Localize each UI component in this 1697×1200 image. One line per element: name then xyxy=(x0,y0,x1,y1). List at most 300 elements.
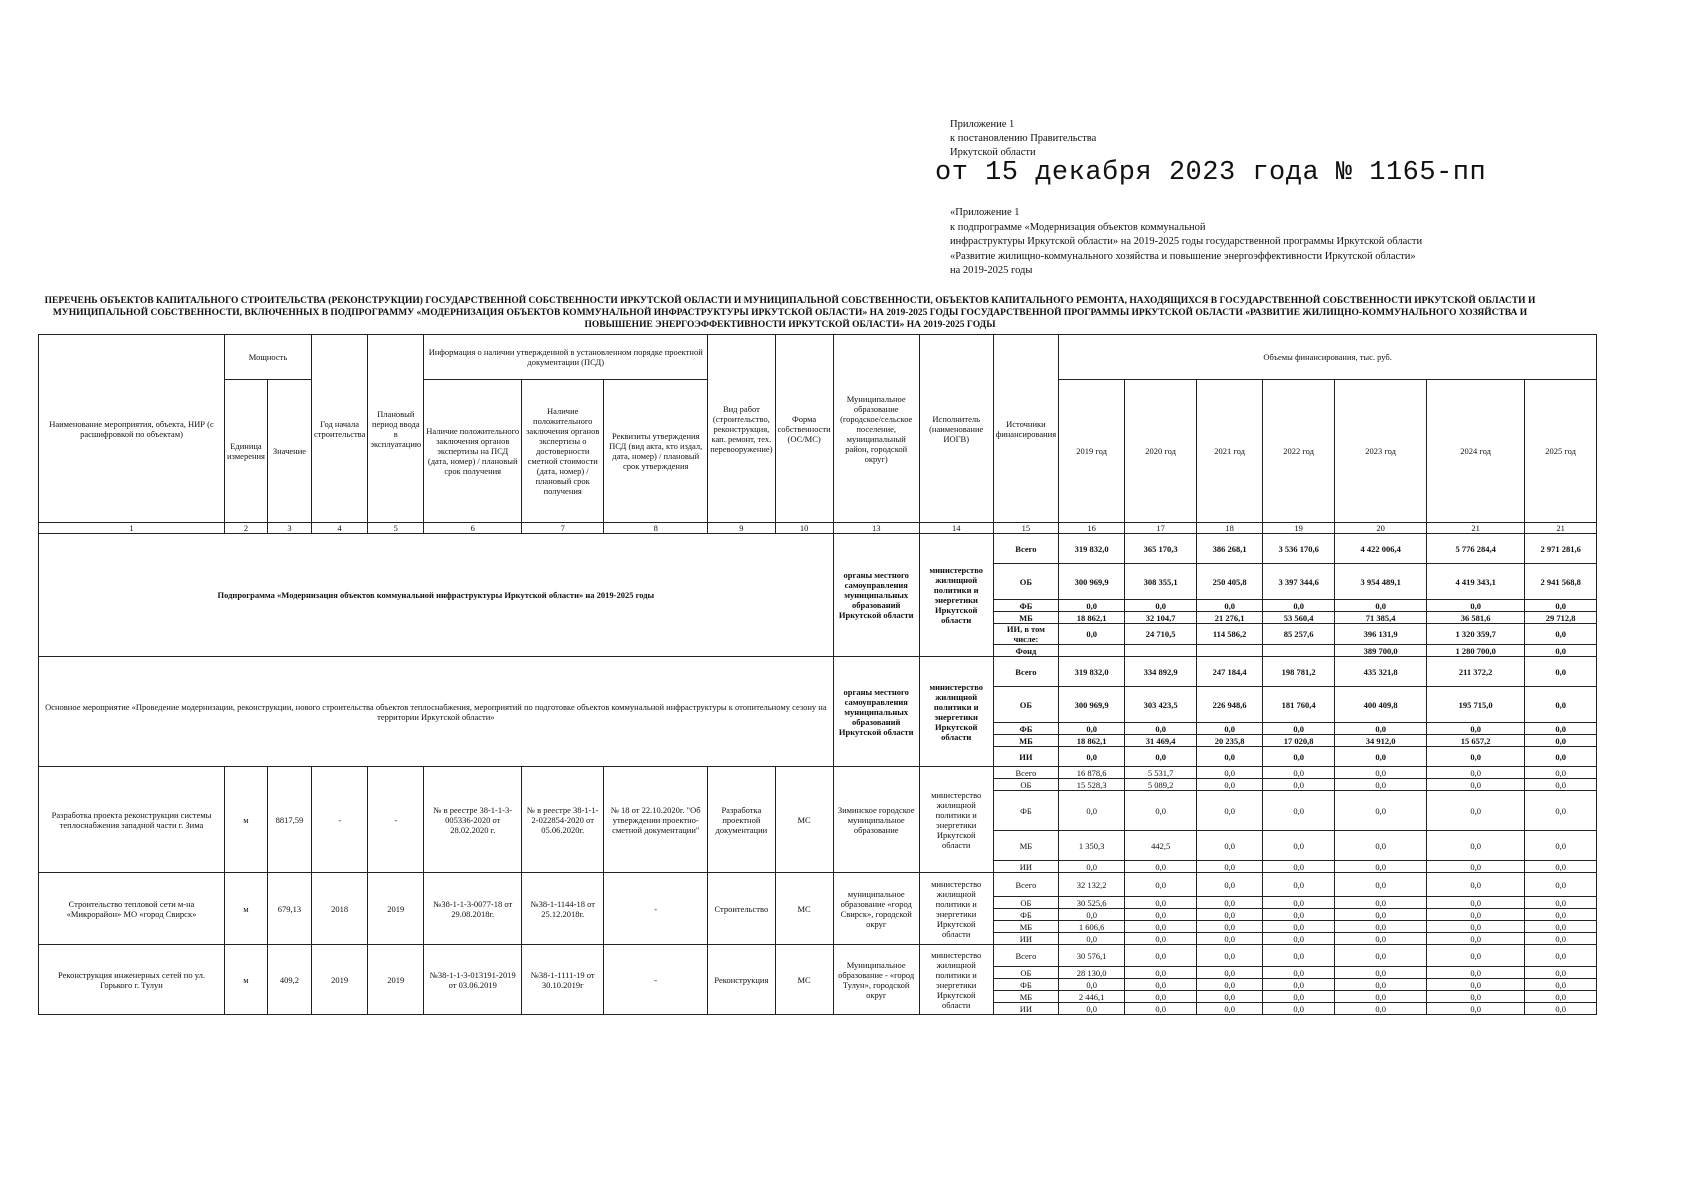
funding-value: 17 020,8 xyxy=(1263,735,1335,747)
object-name: Строительство тепловой сети м-на «Микрорайон» МО «город Свирск» xyxy=(39,873,225,945)
funding-value: 0,0 xyxy=(1427,979,1525,991)
source-label: ОБ xyxy=(993,897,1058,909)
funding-value: 0,0 xyxy=(1525,897,1597,909)
decree-date-number: от 15 декабря 2023 года № 1165-пп xyxy=(935,158,1487,188)
object-psd-cost: № в реестре 38-1-1-2-022854-2020 от 05.06.2020г. xyxy=(522,767,604,873)
funding-value: 0,0 xyxy=(1263,747,1335,767)
funding-value: 0,0 xyxy=(1525,933,1597,945)
object-plan-year: 2019 xyxy=(368,873,424,945)
funding-value: 0,0 xyxy=(1263,791,1335,831)
source-label: ФБ xyxy=(993,909,1058,921)
funding-value: 396 131,9 xyxy=(1335,624,1427,645)
appendix-line: к постановлению Правительства xyxy=(950,133,1097,144)
funding-value: 389 700,0 xyxy=(1335,645,1427,657)
funding-value: 0,0 xyxy=(1525,723,1597,735)
funding-value: 0,0 xyxy=(1427,933,1525,945)
funding-value: 21 276,1 xyxy=(1197,612,1263,624)
column-number: 2 xyxy=(225,523,268,534)
funding-value: 0,0 xyxy=(1197,861,1263,873)
funding-value: 0,0 xyxy=(1263,933,1335,945)
funding-value: 0,0 xyxy=(1197,945,1263,967)
funding-value: 0,0 xyxy=(1335,933,1427,945)
column-numbers-row xyxy=(39,523,1597,534)
object-unit: м xyxy=(225,767,268,873)
funding-value: 15 528,3 xyxy=(1059,779,1125,791)
funding-value: 30 576,1 xyxy=(1059,945,1125,967)
source-label: ФБ xyxy=(993,723,1058,735)
appendix-header xyxy=(950,118,1096,160)
funding-value: 0,0 xyxy=(1427,909,1525,921)
funding-value: 319 832,0 xyxy=(1059,657,1125,687)
funding-value: 16 878,6 xyxy=(1059,767,1125,779)
object-work-type: Строительство xyxy=(708,873,775,945)
funding-value: 0,0 xyxy=(1525,873,1597,897)
funding-value: 34 912,0 xyxy=(1335,735,1427,747)
object-executor: министерство жилищной политики и энергетики Иркутской области xyxy=(919,873,993,945)
sub-appendix-line: на 2019-2025 годы xyxy=(950,265,1033,276)
funding-value: 18 862,1 xyxy=(1059,612,1125,624)
source-label: ФБ xyxy=(993,600,1058,612)
funding-value: 0,0 xyxy=(1525,967,1597,979)
column-number: 10 xyxy=(775,523,833,534)
source-label: Всего xyxy=(993,534,1058,564)
header-year: 2022 год xyxy=(1263,380,1335,523)
sub-appendix-line: «Приложение 1 xyxy=(950,207,1020,218)
funding-value: 0,0 xyxy=(1427,767,1525,779)
funding-value: 4 422 006,4 xyxy=(1335,534,1427,564)
appendix-line: Иркутской области xyxy=(950,147,1036,158)
funding-value: 308 355,1 xyxy=(1125,564,1197,600)
object-psd-cost: №38-1-1144-18 от 25.12.2018г. xyxy=(522,873,604,945)
header-work-type: Вид работ (строительство, реконструкция, кап. ремонт, тех. перевооружение) xyxy=(708,335,775,523)
funding-value: 0,0 xyxy=(1335,909,1427,921)
funding-value: 0,0 xyxy=(1059,747,1125,767)
funding-value: 0,0 xyxy=(1525,747,1597,767)
header-ownership: Форма собственности (ОС/МС) xyxy=(775,335,833,523)
source-label: ИИ xyxy=(993,1003,1058,1015)
source-label: Всего xyxy=(993,873,1058,897)
object-name: Разработка проекта реконструкции системы теплоснабжения западной части г. Зима xyxy=(39,767,225,873)
sub-appendix-line: инфраструктуры Иркутской области» на 2019-2025 годы государственной программы Иркутской области xyxy=(950,236,1423,247)
header-year: 2025 год xyxy=(1525,380,1597,523)
funding-value: 1 280 700,0 xyxy=(1427,645,1525,657)
funding-value: 0,0 xyxy=(1525,979,1597,991)
object-municipality: муниципальное образование «город Свирск», городской округ xyxy=(833,873,919,945)
main-event-row xyxy=(39,657,1597,687)
funding-value: 0,0 xyxy=(1263,779,1335,791)
funding-value: 0,0 xyxy=(1335,767,1427,779)
object-psd-positive: №38-1-1-3-0077-18 от 29.08.2018г. xyxy=(424,873,522,945)
funding-value: 5 089,2 xyxy=(1125,779,1197,791)
funding-value: 31 469,4 xyxy=(1125,735,1197,747)
source-label: ФБ xyxy=(993,791,1058,831)
sub-appendix-line: к подпрограмме «Модернизация объектов коммунальной xyxy=(950,221,1206,233)
object-capacity-value: 8817,59 xyxy=(267,767,311,873)
funding-value: 0,0 xyxy=(1263,909,1335,921)
object-name: Реконструкция инженерных сетей по ул. Горького г. Тулун xyxy=(39,945,225,1015)
funding-value: 0,0 xyxy=(1335,873,1427,897)
header-year: 2019 год xyxy=(1059,380,1125,523)
funding-value: 0,0 xyxy=(1059,909,1125,921)
column-number: 13 xyxy=(833,523,919,534)
funding-value: 0,0 xyxy=(1263,600,1335,612)
document-title: ПЕРЕЧЕНЬ ОБЪЕКТОВ КАПИТАЛЬНОГО СТРОИТЕЛЬСТВА (РЕКОНСТРУКЦИИ) ГОСУДАРСТВЕННОЙ СОБСТВЕННОСТИ ИРКУТСКОЙ ОБЛАСТИ И МУНИЦИПАЛЬНОЙ СОБСТВЕННОСТИ, ОБЪЕКТОВ КАПИТАЛЬНОГО РЕМОНТА, НАХОДЯЩИХСЯ В ГОСУДАРСТВЕННОЙ СОБСТВЕННОСТИ ИРКУТСКОЙ ОБЛАСТИ И МУНИЦИПАЛЬНОЙ СОБСТВЕННОСТИ, ВКЛЮЧЕННЫХ В ПОДПРОГРАММУ «МОДЕРНИЗАЦИЯ ОБЪЕКТОВ КОММУНАЛЬНОЙ ИНФРАСТРУКТУРЫ ИРКУТСКОЙ ОБЛАСТИ» НА 2019-2025 ГОДЫ ГОСУДАРСТВЕННОЙ ПРОГРАММЫ ИРКУТСКОЙ ОБЛАСТИ «РАЗВИТИЕ ЖИЛИЩНО-КОММУНАЛЬНОГО ХОЗЯЙСТВА И ПОВЫШЕНИЕ ЭНЕРГОЭФФЕКТИВНОСТИ ИРКУТСКОЙ ОБЛАСТИ» НА 2019-2025 ГОДЫ xyxy=(44,296,1536,330)
funding-value: 0,0 xyxy=(1197,897,1263,909)
executor-cell: министерство жилищной политики и энергетики Иркутской области xyxy=(919,657,993,767)
object-psd-requisites: - xyxy=(604,873,708,945)
source-label: ФБ xyxy=(993,979,1058,991)
funding-value: 0,0 xyxy=(1335,600,1427,612)
funding-value: 0,0 xyxy=(1125,945,1197,967)
funding-value: 0,0 xyxy=(1525,1003,1597,1015)
object-plan-year: - xyxy=(368,767,424,873)
funding-value: 0,0 xyxy=(1197,791,1263,831)
funding-value: 0,0 xyxy=(1125,861,1197,873)
header-sources: Источники финансирования xyxy=(993,335,1058,523)
funding-value: 0,0 xyxy=(1263,979,1335,991)
header-psd-positive: Наличие положительного заключения органов экспертизы на ПСД (дата, номер) / плановый срок получения xyxy=(424,380,522,523)
header-name: Наименование мероприятия, объекта, НИР (с расшифровкой по объектам) xyxy=(39,335,225,523)
column-number: 7 xyxy=(522,523,604,534)
funding-value: 0,0 xyxy=(1125,979,1197,991)
funding-value: 0,0 xyxy=(1335,897,1427,909)
funding-value: 0,0 xyxy=(1525,945,1597,967)
source-label: Всего xyxy=(993,767,1058,779)
object-capacity-value: 409,2 xyxy=(267,945,311,1015)
appendix-line: Приложение 1 xyxy=(950,119,1015,130)
funding-value: 0,0 xyxy=(1263,945,1335,967)
object-row xyxy=(39,767,1597,779)
object-executor: министерство жилищной политики и энергетики Иркутской области xyxy=(919,767,993,873)
funding-value: 0,0 xyxy=(1197,600,1263,612)
funding-value: 0,0 xyxy=(1427,723,1525,735)
funding-value: 0,0 xyxy=(1525,861,1597,873)
funding-value: 0,0 xyxy=(1263,921,1335,933)
funding-value: 226 948,6 xyxy=(1197,687,1263,723)
object-work-type: Реконструкция xyxy=(708,945,775,1015)
header-psd: Информация о наличии утвержденной в установленном порядке проектной документации (ПСД) xyxy=(424,335,708,380)
source-label: ИИ, в том числе: xyxy=(993,624,1058,645)
funding-value: 0,0 xyxy=(1335,1003,1427,1015)
funding-value: 0,0 xyxy=(1059,791,1125,831)
funding-value: 2 941 568,8 xyxy=(1525,564,1597,600)
funding-value: 0,0 xyxy=(1335,967,1427,979)
funding-value: 0,0 xyxy=(1197,747,1263,767)
header-psd-cost: Наличие положительного заключения органов экспертизы о достоверности сметной стоимости (дата, номер) / плановый срок получения xyxy=(522,380,604,523)
funding-value: 0,0 xyxy=(1525,909,1597,921)
column-number: 5 xyxy=(368,523,424,534)
subprogram-name: Подпрограмма «Модернизация объектов коммунальной инфраструктуры Иркутской области» на 2019-2025 годы xyxy=(39,534,834,657)
object-work-type: Разработка проектной документации xyxy=(708,767,775,873)
object-psd-requisites: - xyxy=(604,945,708,1015)
funding-value: 0,0 xyxy=(1125,897,1197,909)
funding-value: 71 385,4 xyxy=(1335,612,1427,624)
funding-value: 0,0 xyxy=(1427,1003,1525,1015)
object-municipality: Зиминское городское муниципальное образование xyxy=(833,767,919,873)
funding-value: 0,0 xyxy=(1059,933,1125,945)
funding-value: 0,0 xyxy=(1427,873,1525,897)
source-label: Фонд xyxy=(993,645,1058,657)
funding-value: 24 710,5 xyxy=(1125,624,1197,645)
object-executor: министерство жилищной политики и энергетики Иркутской области xyxy=(919,945,993,1015)
source-label: ИИ xyxy=(993,747,1058,767)
funding-value: 0,0 xyxy=(1427,747,1525,767)
funding-value: 0,0 xyxy=(1525,600,1597,612)
source-label: Всего xyxy=(993,657,1058,687)
funding-value: 0,0 xyxy=(1125,723,1197,735)
funding-value: 0,0 xyxy=(1059,861,1125,873)
source-label: ОБ xyxy=(993,967,1058,979)
funding-value: 0,0 xyxy=(1197,979,1263,991)
object-ownership: МС xyxy=(775,945,833,1015)
funding-value: 0,0 xyxy=(1197,909,1263,921)
funding-value: 0,0 xyxy=(1263,723,1335,735)
source-label: МБ xyxy=(993,831,1058,861)
funding-value: 0,0 xyxy=(1059,979,1125,991)
object-psd-positive: № в реестре 38-1-1-3-005336-2020 от 28.02.2020 г. xyxy=(424,767,522,873)
funding-value: 0,0 xyxy=(1059,723,1125,735)
executor-cell: министерство жилищной политики и энергетики Иркутской области xyxy=(919,534,993,657)
column-number: 20 xyxy=(1335,523,1427,534)
funding-value: 5 531,7 xyxy=(1125,767,1197,779)
funding-value: 365 170,3 xyxy=(1125,534,1197,564)
funding-value: 0,0 xyxy=(1335,991,1427,1003)
funding-value: 36 581,6 xyxy=(1427,612,1525,624)
funding-value xyxy=(1263,645,1335,657)
column-number: 6 xyxy=(424,523,522,534)
funding-value: 85 257,6 xyxy=(1263,624,1335,645)
funding-value: 400 409,8 xyxy=(1335,687,1427,723)
object-ownership: МС xyxy=(775,873,833,945)
funding-value: 0,0 xyxy=(1125,1003,1197,1015)
funding-value: 0,0 xyxy=(1197,1003,1263,1015)
funding-value: 0,0 xyxy=(1263,873,1335,897)
funding-value: 0,0 xyxy=(1125,967,1197,979)
funding-value: 4 419 343,1 xyxy=(1427,564,1525,600)
header-year: 2023 год xyxy=(1335,380,1427,523)
funding-value: 0,0 xyxy=(1263,861,1335,873)
municipality-cell: органы местного самоуправления муниципальных образований Иркутской области xyxy=(833,657,919,767)
funding-value: 0,0 xyxy=(1427,831,1525,861)
funding-value: 1 320 359,7 xyxy=(1427,624,1525,645)
funding-value: 0,0 xyxy=(1197,779,1263,791)
funding-value: 0,0 xyxy=(1197,831,1263,861)
funding-value: 0,0 xyxy=(1427,991,1525,1003)
funding-value: 181 760,4 xyxy=(1263,687,1335,723)
funding-value: 0,0 xyxy=(1335,979,1427,991)
source-label: МБ xyxy=(993,735,1058,747)
source-label: Всего xyxy=(993,945,1058,967)
funding-value: 0,0 xyxy=(1525,831,1597,861)
source-label: МБ xyxy=(993,991,1058,1003)
funding-value: 28 130,0 xyxy=(1059,967,1125,979)
funding-value: 3 536 170,6 xyxy=(1263,534,1335,564)
funding-value: 0,0 xyxy=(1263,1003,1335,1015)
header-year: 2024 год xyxy=(1427,380,1525,523)
funding-value: 250 405,8 xyxy=(1197,564,1263,600)
header-year: 2021 год xyxy=(1197,380,1263,523)
funding-value: 0,0 xyxy=(1125,791,1197,831)
source-label: ОБ xyxy=(993,779,1058,791)
funding-value: 114 586,2 xyxy=(1197,624,1263,645)
column-number: 9 xyxy=(708,523,775,534)
column-number: 17 xyxy=(1125,523,1197,534)
header-capacity: Мощность xyxy=(225,335,312,380)
funding-value: 0,0 xyxy=(1525,645,1597,657)
funding-value: 18 862,1 xyxy=(1059,735,1125,747)
funding-value: 0,0 xyxy=(1427,897,1525,909)
header-funding: Объемы финансирования, тыс. руб. xyxy=(1059,335,1597,380)
object-plan-year: 2019 xyxy=(368,945,424,1015)
source-label: ОБ xyxy=(993,564,1058,600)
object-psd-positive: №38-1-1-3-013191-2019 от 03.06.2019 xyxy=(424,945,522,1015)
funding-value: 0,0 xyxy=(1125,921,1197,933)
funding-value: 442,5 xyxy=(1125,831,1197,861)
funding-value: 0,0 xyxy=(1059,1003,1125,1015)
funding-value: 20 235,8 xyxy=(1197,735,1263,747)
funding-value: 2 446,1 xyxy=(1059,991,1125,1003)
funding-value: 0,0 xyxy=(1125,873,1197,897)
header-municipality: Муниципальное образование (городское/сельское поселение, муниципальный район, городской округ) xyxy=(833,335,919,523)
funding-value: 0,0 xyxy=(1335,791,1427,831)
funding-value: 0,0 xyxy=(1197,933,1263,945)
funding-value: 195 715,0 xyxy=(1427,687,1525,723)
funding-value: 211 372,2 xyxy=(1427,657,1525,687)
funding-value: 0,0 xyxy=(1335,945,1427,967)
municipality-cell: органы местного самоуправления муниципальных образований Иркутской области xyxy=(833,534,919,657)
header-psd-requisites: Реквизиты утверждения ПСД (вид акта, кто издал, дата, номер) / плановый срок утверждения xyxy=(604,380,708,523)
funding-value: 0,0 xyxy=(1427,779,1525,791)
funding-value: 0,0 xyxy=(1125,747,1197,767)
source-label: ОБ xyxy=(993,687,1058,723)
funding-value: 0,0 xyxy=(1525,735,1597,747)
column-number: 4 xyxy=(311,523,367,534)
funding-value: 0,0 xyxy=(1263,831,1335,861)
funding-value: 0,0 xyxy=(1427,967,1525,979)
funding-value: 247 184,4 xyxy=(1197,657,1263,687)
header-executor: Исполнитель (наименование ИОГВ) xyxy=(919,335,993,523)
funding-value: 0,0 xyxy=(1427,791,1525,831)
funding-value: 0,0 xyxy=(1525,687,1597,723)
funding-value: 198 781,2 xyxy=(1263,657,1335,687)
funding-value: 0,0 xyxy=(1335,747,1427,767)
funding-value: 0,0 xyxy=(1125,600,1197,612)
funding-value: 0,0 xyxy=(1525,779,1597,791)
funding-value xyxy=(1059,645,1125,657)
funding-value: 0,0 xyxy=(1335,779,1427,791)
funding-value: 0,0 xyxy=(1263,897,1335,909)
object-municipality: Муниципальное образование - «город Тулун», городской округ xyxy=(833,945,919,1015)
funding-value: 0,0 xyxy=(1427,600,1525,612)
funding-value: 0,0 xyxy=(1263,991,1335,1003)
funding-value: 0,0 xyxy=(1335,861,1427,873)
funding-value: 0,0 xyxy=(1427,945,1525,967)
object-psd-requisites: № 18 от 22.10.2020г. "Об утверждении проектно-сметной документации" xyxy=(604,767,708,873)
funding-value: 0,0 xyxy=(1335,921,1427,933)
header-year: 2020 год xyxy=(1125,380,1197,523)
funding-value: 435 321,8 xyxy=(1335,657,1427,687)
column-number: 3 xyxy=(267,523,311,534)
column-number: 16 xyxy=(1059,523,1125,534)
funding-value: 303 423,5 xyxy=(1125,687,1197,723)
funding-value: 0,0 xyxy=(1197,723,1263,735)
column-number: 14 xyxy=(919,523,993,534)
main-event-name: Основное мероприятие «Проведение модернизации, реконструкции, нового строительства объектов теплоснабжения, мероприятий по подготовке объектов коммунальной инфраструктуры к отопительному сезону на территории Иркутской области» xyxy=(39,657,834,767)
funding-value: 0,0 xyxy=(1263,967,1335,979)
subprogram-row xyxy=(39,534,1597,564)
funding-value: 0,0 xyxy=(1125,991,1197,1003)
sub-appendix-line: «Развитие жилищно-коммунального хозяйства и повышение энергоэффективности Иркутской области» xyxy=(950,250,1416,262)
funding-value: 0,0 xyxy=(1427,861,1525,873)
funding-value: 30 525,6 xyxy=(1059,897,1125,909)
funding-value: 319 832,0 xyxy=(1059,534,1125,564)
column-number: 18 xyxy=(1197,523,1263,534)
funding-value: 0,0 xyxy=(1525,791,1597,831)
object-psd-cost: №38-1-1111-19 от 30.10.2019г xyxy=(522,945,604,1015)
header-start-year: Год начала строительства xyxy=(311,335,367,523)
column-number: 21 xyxy=(1525,523,1597,534)
funding-value: 0,0 xyxy=(1525,921,1597,933)
column-number: 15 xyxy=(993,523,1058,534)
sub-appendix-header xyxy=(950,206,1422,279)
funding-value: 0,0 xyxy=(1197,991,1263,1003)
funding-value: 2 971 281,6 xyxy=(1525,534,1597,564)
funding-value: 0,0 xyxy=(1197,921,1263,933)
funding-value: 0,0 xyxy=(1197,767,1263,779)
object-row xyxy=(39,945,1597,967)
header-unit: Единица измерения xyxy=(225,380,268,523)
funding-value: 0,0 xyxy=(1197,873,1263,897)
funding-value xyxy=(1197,645,1263,657)
object-unit: м xyxy=(225,873,268,945)
funding-value: 300 969,9 xyxy=(1059,564,1125,600)
funding-value: 0,0 xyxy=(1525,624,1597,645)
funding-value: 334 892,9 xyxy=(1125,657,1197,687)
funding-value: 1 606,6 xyxy=(1059,921,1125,933)
funding-value xyxy=(1125,645,1197,657)
object-capacity-value: 679,13 xyxy=(267,873,311,945)
funding-value: 5 776 284,4 xyxy=(1427,534,1525,564)
funding-value: 3 954 489,1 xyxy=(1335,564,1427,600)
column-number: 8 xyxy=(604,523,708,534)
source-label: ИИ xyxy=(993,933,1058,945)
object-unit: м xyxy=(225,945,268,1015)
funding-value: 0,0 xyxy=(1125,933,1197,945)
funding-value: 29 712,8 xyxy=(1525,612,1597,624)
funding-value: 0,0 xyxy=(1059,624,1125,645)
funding-value: 300 969,9 xyxy=(1059,687,1125,723)
funding-value: 0,0 xyxy=(1525,657,1597,687)
source-label: ИИ xyxy=(993,861,1058,873)
funding-value: 0,0 xyxy=(1427,921,1525,933)
column-number: 21 xyxy=(1427,523,1525,534)
object-start-year: 2018 xyxy=(311,873,367,945)
funding-value: 0,0 xyxy=(1125,909,1197,921)
funding-value: 53 560,4 xyxy=(1263,612,1335,624)
object-row xyxy=(39,873,1597,897)
funding-value: 32 132,2 xyxy=(1059,873,1125,897)
object-start-year: - xyxy=(311,767,367,873)
header-plan-year: Плановый период ввода в эксплуатацию xyxy=(368,335,424,523)
funding-value: 32 104,7 xyxy=(1125,612,1197,624)
funding-value: 3 397 344,6 xyxy=(1263,564,1335,600)
funding-value: 0,0 xyxy=(1263,767,1335,779)
column-number: 19 xyxy=(1263,523,1335,534)
header-value: Значение xyxy=(267,380,311,523)
objects-funding-table xyxy=(38,334,1597,1015)
funding-value: 0,0 xyxy=(1335,723,1427,735)
object-ownership: МС xyxy=(775,767,833,873)
